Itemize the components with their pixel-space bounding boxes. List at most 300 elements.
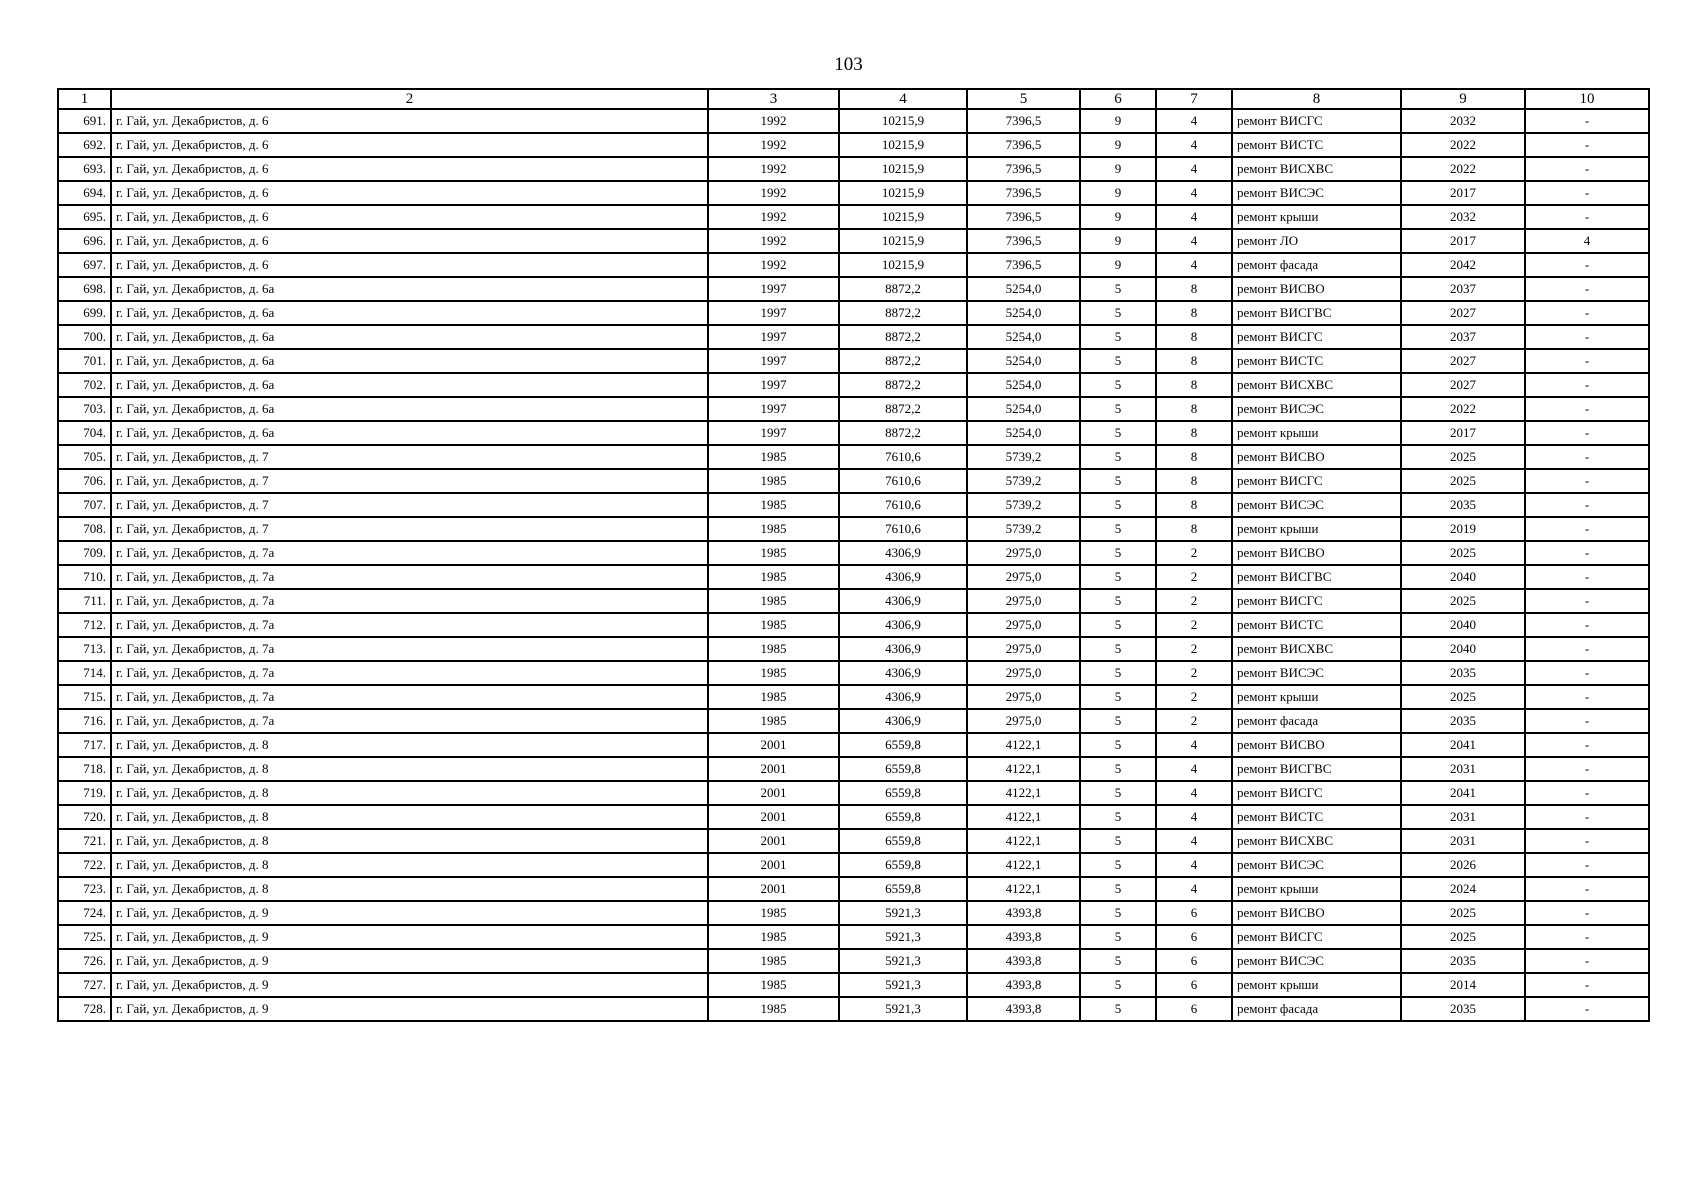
floors-cell: 5	[1080, 829, 1156, 853]
living-area-cell: 7396,5	[967, 229, 1080, 253]
entrances-cell: 8	[1156, 517, 1232, 541]
row-number-cell: 699.	[58, 301, 111, 325]
table-row	[58, 469, 1649, 493]
living-area-cell: 4393,8	[967, 949, 1080, 973]
living-area-cell: 4122,1	[967, 805, 1080, 829]
total-area-cell: 6559,8	[839, 757, 967, 781]
living-area-cell: 4122,1	[967, 733, 1080, 757]
living-area-cell: 2975,0	[967, 709, 1080, 733]
work-type-cell: ремонт ВИСХВС	[1232, 373, 1401, 397]
table-row	[58, 421, 1649, 445]
address-cell: г. Гай, ул. Декабристов, д. 6а	[111, 349, 708, 373]
total-area-cell: 4306,9	[839, 613, 967, 637]
row-number-cell: 721.	[58, 829, 111, 853]
construction-year-cell: 1985	[708, 445, 839, 469]
extra-value-cell: -	[1525, 613, 1649, 637]
table-row	[58, 901, 1649, 925]
entrances-cell: 4	[1156, 877, 1232, 901]
address-cell: г. Гай, ул. Декабристов, д. 6	[111, 253, 708, 277]
living-area-cell: 4122,1	[967, 829, 1080, 853]
total-area-cell: 6559,8	[839, 781, 967, 805]
entrances-cell: 8	[1156, 469, 1232, 493]
entrances-cell: 8	[1156, 325, 1232, 349]
floors-cell: 5	[1080, 349, 1156, 373]
construction-year-cell: 2001	[708, 853, 839, 877]
extra-value-cell: -	[1525, 373, 1649, 397]
column-header: 2	[111, 89, 708, 109]
construction-year-cell: 1985	[708, 709, 839, 733]
table-row	[58, 589, 1649, 613]
floors-cell: 5	[1080, 949, 1156, 973]
total-area-cell: 4306,9	[839, 637, 967, 661]
entrances-cell: 8	[1156, 397, 1232, 421]
extra-value-cell: -	[1525, 253, 1649, 277]
address-cell: г. Гай, ул. Декабристов, д. 8	[111, 805, 708, 829]
entrances-cell: 2	[1156, 637, 1232, 661]
living-area-cell: 2975,0	[967, 541, 1080, 565]
living-area-cell: 2975,0	[967, 685, 1080, 709]
row-number-cell: 698.	[58, 277, 111, 301]
extra-value-cell: -	[1525, 805, 1649, 829]
floors-cell: 5	[1080, 853, 1156, 877]
row-number-cell: 705.	[58, 445, 111, 469]
floors-cell: 5	[1080, 325, 1156, 349]
address-cell: г. Гай, ул. Декабристов, д. 9	[111, 901, 708, 925]
work-type-cell: ремонт ВИСГС	[1232, 325, 1401, 349]
total-area-cell: 8872,2	[839, 349, 967, 373]
planned-year-cell: 2031	[1401, 757, 1525, 781]
work-type-cell: ремонт ВИСВО	[1232, 733, 1401, 757]
floors-cell: 5	[1080, 877, 1156, 901]
total-area-cell: 6559,8	[839, 733, 967, 757]
work-type-cell: ремонт фасада	[1232, 253, 1401, 277]
work-type-cell: ремонт ВИСВО	[1232, 445, 1401, 469]
table-row	[58, 757, 1649, 781]
table-row	[58, 229, 1649, 253]
address-cell: г. Гай, ул. Декабристов, д. 8	[111, 757, 708, 781]
living-area-cell: 5254,0	[967, 373, 1080, 397]
planned-year-cell: 2017	[1401, 181, 1525, 205]
floors-cell: 9	[1080, 205, 1156, 229]
entrances-cell: 6	[1156, 901, 1232, 925]
extra-value-cell: -	[1525, 757, 1649, 781]
address-cell: г. Гай, ул. Декабристов, д. 6	[111, 109, 708, 133]
living-area-cell: 5739,2	[967, 445, 1080, 469]
construction-year-cell: 2001	[708, 781, 839, 805]
table-row	[58, 949, 1649, 973]
row-number-cell: 726.	[58, 949, 111, 973]
total-area-cell: 5921,3	[839, 973, 967, 997]
planned-year-cell: 2042	[1401, 253, 1525, 277]
entrances-cell: 8	[1156, 493, 1232, 517]
address-cell: г. Гай, ул. Декабристов, д. 6а	[111, 397, 708, 421]
row-number-cell: 697.	[58, 253, 111, 277]
work-type-cell: ремонт ВИСЭС	[1232, 397, 1401, 421]
planned-year-cell: 2037	[1401, 277, 1525, 301]
floors-cell: 5	[1080, 277, 1156, 301]
floors-cell: 5	[1080, 589, 1156, 613]
work-type-cell: ремонт ВИСТС	[1232, 133, 1401, 157]
extra-value-cell: -	[1525, 517, 1649, 541]
address-cell: г. Гай, ул. Декабристов, д. 8	[111, 733, 708, 757]
address-cell: г. Гай, ул. Декабристов, д. 7	[111, 493, 708, 517]
living-area-cell: 5739,2	[967, 517, 1080, 541]
table-row	[58, 205, 1649, 229]
planned-year-cell: 2027	[1401, 373, 1525, 397]
planned-year-cell: 2040	[1401, 613, 1525, 637]
floors-cell: 5	[1080, 445, 1156, 469]
living-area-cell: 4393,8	[967, 925, 1080, 949]
row-number-cell: 717.	[58, 733, 111, 757]
entrances-cell: 6	[1156, 949, 1232, 973]
entrances-cell: 4	[1156, 109, 1232, 133]
table-row	[58, 709, 1649, 733]
entrances-cell: 4	[1156, 829, 1232, 853]
total-area-cell: 4306,9	[839, 685, 967, 709]
table-row	[58, 181, 1649, 205]
extra-value-cell: -	[1525, 541, 1649, 565]
total-area-cell: 5921,3	[839, 925, 967, 949]
work-type-cell: ремонт крыши	[1232, 517, 1401, 541]
entrances-cell: 4	[1156, 781, 1232, 805]
planned-year-cell: 2041	[1401, 781, 1525, 805]
entrances-cell: 4	[1156, 805, 1232, 829]
row-number-cell: 695.	[58, 205, 111, 229]
total-area-cell: 10215,9	[839, 253, 967, 277]
planned-year-cell: 2031	[1401, 805, 1525, 829]
table-row	[58, 685, 1649, 709]
floors-cell: 5	[1080, 517, 1156, 541]
work-type-cell: ремонт крыши	[1232, 973, 1401, 997]
planned-year-cell: 2037	[1401, 325, 1525, 349]
construction-year-cell: 1985	[708, 565, 839, 589]
floors-cell: 9	[1080, 181, 1156, 205]
extra-value-cell: -	[1525, 661, 1649, 685]
column-header: 7	[1156, 89, 1232, 109]
row-number-cell: 724.	[58, 901, 111, 925]
construction-year-cell: 1997	[708, 277, 839, 301]
entrances-cell: 4	[1156, 133, 1232, 157]
table-row	[58, 373, 1649, 397]
work-type-cell: ремонт ВИСТС	[1232, 805, 1401, 829]
planned-year-cell: 2035	[1401, 997, 1525, 1021]
address-cell: г. Гай, ул. Декабристов, д. 7а	[111, 565, 708, 589]
planned-year-cell: 2040	[1401, 637, 1525, 661]
total-area-cell: 5921,3	[839, 901, 967, 925]
column-header: 3	[708, 89, 839, 109]
planned-year-cell: 2035	[1401, 949, 1525, 973]
planned-year-cell: 2019	[1401, 517, 1525, 541]
construction-year-cell: 1997	[708, 325, 839, 349]
row-number-cell: 700.	[58, 325, 111, 349]
table-row	[58, 541, 1649, 565]
row-number-cell: 696.	[58, 229, 111, 253]
construction-year-cell: 1992	[708, 157, 839, 181]
construction-year-cell: 1992	[708, 253, 839, 277]
total-area-cell: 10215,9	[839, 109, 967, 133]
floors-cell: 5	[1080, 781, 1156, 805]
floors-cell: 5	[1080, 925, 1156, 949]
row-number-cell: 728.	[58, 997, 111, 1021]
address-cell: г. Гай, ул. Декабристов, д. 6а	[111, 277, 708, 301]
construction-year-cell: 2001	[708, 877, 839, 901]
table-header-row	[58, 89, 1649, 109]
entrances-cell: 2	[1156, 613, 1232, 637]
extra-value-cell: -	[1525, 469, 1649, 493]
extra-value-cell: -	[1525, 949, 1649, 973]
extra-value-cell: -	[1525, 589, 1649, 613]
row-number-cell: 716.	[58, 709, 111, 733]
table-row	[58, 613, 1649, 637]
work-type-cell: ремонт крыши	[1232, 205, 1401, 229]
entrances-cell: 4	[1156, 157, 1232, 181]
planned-year-cell: 2017	[1401, 229, 1525, 253]
living-area-cell: 4393,8	[967, 901, 1080, 925]
entrances-cell: 2	[1156, 661, 1232, 685]
construction-year-cell: 2001	[708, 757, 839, 781]
work-type-cell: ремонт ВИСГС	[1232, 109, 1401, 133]
planned-year-cell: 2040	[1401, 565, 1525, 589]
living-area-cell: 4122,1	[967, 781, 1080, 805]
extra-value-cell: -	[1525, 565, 1649, 589]
work-type-cell: ремонт ВИСЭС	[1232, 181, 1401, 205]
work-type-cell: ремонт ВИСГВС	[1232, 757, 1401, 781]
page-number: 103	[834, 54, 863, 75]
total-area-cell: 10215,9	[839, 133, 967, 157]
planned-year-cell: 2035	[1401, 661, 1525, 685]
construction-year-cell: 1985	[708, 661, 839, 685]
construction-year-cell: 1985	[708, 901, 839, 925]
entrances-cell: 4	[1156, 205, 1232, 229]
address-cell: г. Гай, ул. Декабристов, д. 9	[111, 949, 708, 973]
extra-value-cell: -	[1525, 877, 1649, 901]
address-cell: г. Гай, ул. Декабристов, д. 6	[111, 205, 708, 229]
extra-value-cell: -	[1525, 637, 1649, 661]
address-cell: г. Гай, ул. Декабристов, д. 8	[111, 877, 708, 901]
construction-year-cell: 2001	[708, 829, 839, 853]
work-type-cell: ремонт ВИСВО	[1232, 541, 1401, 565]
living-area-cell: 5254,0	[967, 277, 1080, 301]
entrances-cell: 4	[1156, 229, 1232, 253]
extra-value-cell: -	[1525, 349, 1649, 373]
work-type-cell: ремонт ВИСТС	[1232, 613, 1401, 637]
total-area-cell: 8872,2	[839, 325, 967, 349]
living-area-cell: 4393,8	[967, 973, 1080, 997]
entrances-cell: 8	[1156, 349, 1232, 373]
work-type-cell: ремонт ВИСВО	[1232, 901, 1401, 925]
work-type-cell: ремонт ВИСВО	[1232, 277, 1401, 301]
work-type-cell: ремонт ВИСГВС	[1232, 301, 1401, 325]
living-area-cell: 7396,5	[967, 133, 1080, 157]
row-number-cell: 720.	[58, 805, 111, 829]
column-header: 8	[1232, 89, 1401, 109]
address-cell: г. Гай, ул. Декабристов, д. 7а	[111, 589, 708, 613]
construction-year-cell: 1997	[708, 373, 839, 397]
living-area-cell: 5739,2	[967, 469, 1080, 493]
entrances-cell: 4	[1156, 733, 1232, 757]
table-row	[58, 493, 1649, 517]
planned-year-cell: 2025	[1401, 445, 1525, 469]
row-number-cell: 723.	[58, 877, 111, 901]
extra-value-cell: 4	[1525, 229, 1649, 253]
row-number-cell: 725.	[58, 925, 111, 949]
entrances-cell: 2	[1156, 541, 1232, 565]
living-area-cell: 5254,0	[967, 421, 1080, 445]
address-cell: г. Гай, ул. Декабристов, д. 6а	[111, 421, 708, 445]
construction-year-cell: 1985	[708, 685, 839, 709]
work-type-cell: ремонт крыши	[1232, 685, 1401, 709]
construction-year-cell: 1985	[708, 973, 839, 997]
row-number-cell: 706.	[58, 469, 111, 493]
floors-cell: 9	[1080, 253, 1156, 277]
floors-cell: 5	[1080, 469, 1156, 493]
row-number-cell: 702.	[58, 373, 111, 397]
living-area-cell: 4122,1	[967, 877, 1080, 901]
total-area-cell: 7610,6	[839, 493, 967, 517]
construction-year-cell: 1985	[708, 613, 839, 637]
total-area-cell: 4306,9	[839, 709, 967, 733]
table-row	[58, 397, 1649, 421]
total-area-cell: 4306,9	[839, 541, 967, 565]
construction-year-cell: 1997	[708, 349, 839, 373]
construction-year-cell: 1985	[708, 541, 839, 565]
planned-year-cell: 2025	[1401, 901, 1525, 925]
extra-value-cell: -	[1525, 973, 1649, 997]
floors-cell: 5	[1080, 805, 1156, 829]
entrances-cell: 8	[1156, 445, 1232, 469]
total-area-cell: 8872,2	[839, 397, 967, 421]
total-area-cell: 10215,9	[839, 157, 967, 181]
column-header: 6	[1080, 89, 1156, 109]
row-number-cell: 713.	[58, 637, 111, 661]
construction-year-cell: 1985	[708, 949, 839, 973]
work-type-cell: ремонт ВИСЭС	[1232, 661, 1401, 685]
address-cell: г. Гай, ул. Декабристов, д. 7а	[111, 637, 708, 661]
row-number-cell: 694.	[58, 181, 111, 205]
extra-value-cell: -	[1525, 421, 1649, 445]
entrances-cell: 8	[1156, 421, 1232, 445]
total-area-cell: 8872,2	[839, 277, 967, 301]
table-row	[58, 325, 1649, 349]
address-cell: г. Гай, ул. Декабристов, д. 9	[111, 997, 708, 1021]
extra-value-cell: -	[1525, 205, 1649, 229]
table-row	[58, 157, 1649, 181]
extra-value-cell: -	[1525, 685, 1649, 709]
entrances-cell: 4	[1156, 253, 1232, 277]
construction-year-cell: 2001	[708, 733, 839, 757]
construction-year-cell: 1992	[708, 109, 839, 133]
column-header: 10	[1525, 89, 1649, 109]
planned-year-cell: 2027	[1401, 349, 1525, 373]
construction-year-cell: 1992	[708, 133, 839, 157]
construction-year-cell: 1997	[708, 421, 839, 445]
address-cell: г. Гай, ул. Декабристов, д. 6а	[111, 373, 708, 397]
table-row	[58, 517, 1649, 541]
floors-cell: 9	[1080, 133, 1156, 157]
table-row	[58, 781, 1649, 805]
living-area-cell: 2975,0	[967, 565, 1080, 589]
table-row	[58, 733, 1649, 757]
planned-year-cell: 2022	[1401, 157, 1525, 181]
total-area-cell: 6559,8	[839, 853, 967, 877]
living-area-cell: 5739,2	[967, 493, 1080, 517]
planned-year-cell: 2025	[1401, 469, 1525, 493]
floors-cell: 5	[1080, 709, 1156, 733]
work-type-cell: ремонт крыши	[1232, 421, 1401, 445]
floors-cell: 9	[1080, 157, 1156, 181]
total-area-cell: 4306,9	[839, 589, 967, 613]
extra-value-cell: -	[1525, 853, 1649, 877]
living-area-cell: 7396,5	[967, 205, 1080, 229]
address-cell: г. Гай, ул. Декабристов, д. 7	[111, 469, 708, 493]
floors-cell: 5	[1080, 661, 1156, 685]
planned-year-cell: 2032	[1401, 205, 1525, 229]
living-area-cell: 5254,0	[967, 397, 1080, 421]
floors-cell: 9	[1080, 229, 1156, 253]
planned-year-cell: 2025	[1401, 589, 1525, 613]
table-body	[58, 109, 1649, 1021]
table-row	[58, 829, 1649, 853]
construction-year-cell: 2001	[708, 805, 839, 829]
construction-year-cell: 1985	[708, 469, 839, 493]
row-number-cell: 718.	[58, 757, 111, 781]
address-cell: г. Гай, ул. Декабристов, д. 6	[111, 181, 708, 205]
living-area-cell: 7396,5	[967, 253, 1080, 277]
total-area-cell: 6559,8	[839, 877, 967, 901]
address-cell: г. Гай, ул. Декабристов, д. 7а	[111, 709, 708, 733]
living-area-cell: 7396,5	[967, 109, 1080, 133]
construction-year-cell: 1985	[708, 925, 839, 949]
entrances-cell: 4	[1156, 757, 1232, 781]
floors-cell: 5	[1080, 997, 1156, 1021]
extra-value-cell: -	[1525, 733, 1649, 757]
table-row	[58, 277, 1649, 301]
planned-year-cell: 2035	[1401, 709, 1525, 733]
total-area-cell: 5921,3	[839, 949, 967, 973]
row-number-cell: 704.	[58, 421, 111, 445]
floors-cell: 5	[1080, 421, 1156, 445]
table-row	[58, 925, 1649, 949]
row-number-cell: 708.	[58, 517, 111, 541]
column-header: 1	[58, 89, 111, 109]
floors-cell: 5	[1080, 901, 1156, 925]
floors-cell: 5	[1080, 637, 1156, 661]
address-cell: г. Гай, ул. Декабристов, д. 7а	[111, 685, 708, 709]
construction-year-cell: 1985	[708, 493, 839, 517]
work-type-cell: ремонт ВИСЭС	[1232, 493, 1401, 517]
row-number-cell: 701.	[58, 349, 111, 373]
work-type-cell: ремонт ВИСГС	[1232, 781, 1401, 805]
planned-year-cell: 2022	[1401, 397, 1525, 421]
row-number-cell: 710.	[58, 565, 111, 589]
total-area-cell: 5921,3	[839, 997, 967, 1021]
total-area-cell: 8872,2	[839, 421, 967, 445]
entrances-cell: 2	[1156, 565, 1232, 589]
work-type-cell: ремонт ВИСЭС	[1232, 949, 1401, 973]
extra-value-cell: -	[1525, 709, 1649, 733]
entrances-cell: 8	[1156, 277, 1232, 301]
entrances-cell: 6	[1156, 997, 1232, 1021]
row-number-cell: 691.	[58, 109, 111, 133]
repair-schedule-table	[57, 88, 1650, 1022]
floors-cell: 5	[1080, 565, 1156, 589]
address-cell: г. Гай, ул. Декабристов, д. 7	[111, 445, 708, 469]
total-area-cell: 4306,9	[839, 565, 967, 589]
planned-year-cell: 2041	[1401, 733, 1525, 757]
entrances-cell: 2	[1156, 589, 1232, 613]
table-row	[58, 565, 1649, 589]
planned-year-cell: 2017	[1401, 421, 1525, 445]
